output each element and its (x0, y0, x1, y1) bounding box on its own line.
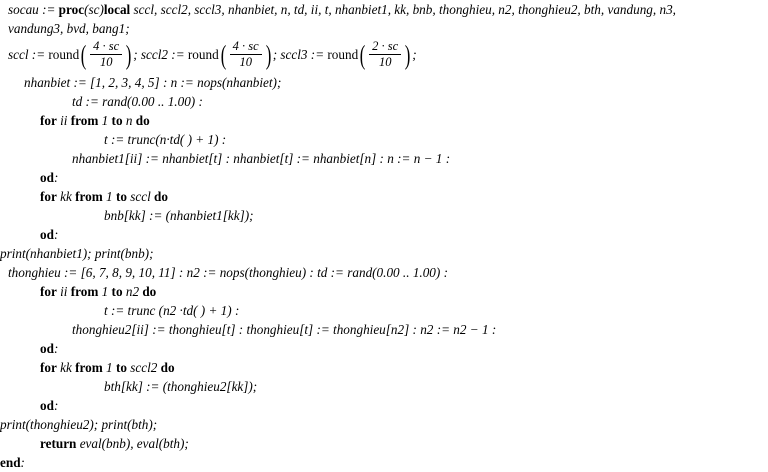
code-line-23 (0, 434, 768, 453)
loop-end-3: n2 (122, 283, 143, 299)
code-line-16 (0, 301, 768, 320)
print-thonghieu2-bth: print(thonghieu2); print(bth); (0, 416, 158, 432)
keyword-return: return (40, 435, 77, 451)
code-line-9 (0, 168, 768, 187)
keyword-to-4: to (115, 359, 127, 375)
keyword-local: local (103, 2, 131, 17)
fraction-1 (90, 40, 122, 69)
code-line-3: sccl := round( $\frac{4 \cdot sc}{10}$ ) ; sccl2 := round( $\frac{4 \cdot sc}{10}$ ) ; sccl3 := round( $\frac{2 \cdot sc}{10}$ ) ; (8, 39, 417, 70)
code-line-21 (0, 396, 768, 415)
td-rand-assignment: td := rand(0.00 .. 1.00) : (72, 93, 203, 109)
print-nhanbiet1-bnb: print(nhanbiet1); print(bnb); (0, 245, 154, 261)
code-line-1 (0, 0, 768, 19)
od-terminator-4: : (53, 397, 59, 413)
round-function-1: round (48, 47, 80, 62)
keyword-do-4: do (160, 359, 175, 375)
nhanbiet-list-assignment: nhanbiet := [1, 2, 3, 4, 5] : n := nops(nhanbiet); (24, 74, 282, 90)
bnb-assignment: bnb[kk] := (nhanbiet1[kk]); (104, 207, 254, 223)
code-line-24 (0, 453, 768, 472)
loop-start-3: 1 (98, 283, 112, 299)
return-expression: eval(bnb), eval(bth); (76, 435, 189, 451)
fraction-1-numerator: 4 · sc (90, 40, 122, 55)
keyword-od-3: od (40, 340, 54, 356)
local-variable-list-cont: vandung3, bvd, bang1; (8, 21, 130, 36)
keyword-for-1: for (40, 112, 57, 128)
fraction-2 (230, 40, 262, 69)
code-line-4 (0, 73, 768, 92)
keyword-for-4: for (40, 359, 57, 375)
proc-parameter: (sc) (84, 2, 104, 17)
keyword-to-3: to (111, 283, 123, 299)
code-line-14 (0, 263, 768, 282)
loop-var-kk-1: kk (56, 188, 76, 204)
keyword-do-2: do (154, 188, 168, 204)
code-line-20 (0, 377, 768, 396)
fraction-3 (369, 40, 401, 69)
thonghieu2-swap: thonghieu2[ii] := thonghieu[t] : thonghieu[t] := thonghieu[n2] : n2 := n2 − 1 : (72, 321, 497, 337)
keyword-proc: proc (58, 2, 85, 17)
code-line-22 (0, 415, 768, 434)
end-terminator: : (20, 454, 25, 470)
keyword-to-1: to (111, 112, 123, 128)
fraction-1-denominator: 10 (99, 55, 113, 70)
code-line-18 (0, 339, 768, 358)
code-line-8 (0, 149, 768, 168)
keyword-from-1: from (70, 112, 99, 128)
keyword-od-1: od (40, 169, 54, 185)
fraction-3-numerator: 2 · sc (369, 40, 401, 55)
sccl2-assignment: ; sccl2 := (133, 47, 188, 62)
loop-var-ii-1: ii (56, 112, 71, 128)
local-variable-list: sccl, sccl2, sccl3, nhanbiet, n, td, ii, t, nhanbiet1, kk, bnb, thonghieu, n2, thonghieu2, bth, vandung, n3, (130, 2, 676, 17)
fraction-2-denominator: 10 (239, 55, 252, 70)
sccl3-assignment: ; sccl3 := (272, 47, 328, 62)
sccl-assignment: sccl := (8, 47, 49, 62)
loop-start-2: 1 (102, 188, 116, 204)
line3-terminator: ; (412, 47, 417, 62)
keyword-from-4: from (75, 359, 103, 375)
t-trunc-assignment-2: t := trunc (n2 ·td( ) + 1) : (104, 302, 240, 318)
keyword-od-2: od (40, 226, 54, 242)
code-line-5 (0, 92, 768, 111)
loop-var-kk-2: kk (56, 359, 76, 375)
keyword-for-2: for (40, 188, 57, 204)
loop-end-1: n (122, 112, 136, 128)
keyword-to-2: to (115, 188, 127, 204)
code-line-17 (0, 320, 768, 339)
keyword-do-3: do (142, 283, 157, 299)
t-trunc-assignment-1: t := trunc(n·td( ) + 1) : (104, 131, 227, 147)
round-function-2: round (187, 47, 219, 62)
keyword-do-1: do (135, 112, 150, 128)
code-line-7 (0, 130, 768, 149)
proc-name-assignment: socau := (8, 2, 59, 17)
fraction-2-numerator: 4 · sc (230, 40, 262, 55)
loop-end-2: sccl (126, 188, 155, 204)
thonghieu-list-assignment: thonghieu := [6, 7, 8, 9, 10, 11] : n2 := nops(thonghieu) : td := rand(0.00 .. 1.00) : (8, 264, 448, 280)
nhanbiet1-swap: nhanbiet1[ii] := nhanbiet[t] : nhanbiet[t] := nhanbiet[n] : n := n − 1 : (72, 150, 451, 166)
fraction-3-denominator: 10 (378, 55, 392, 70)
keyword-od-4: od (40, 397, 54, 413)
code-line-6 (0, 111, 768, 130)
bth-assignment: bth[kk] := (thonghieu2[kk]); (104, 378, 258, 394)
keyword-for-3: for (40, 283, 57, 299)
loop-start-1: 1 (98, 112, 112, 128)
code-line-13 (0, 244, 768, 263)
od-terminator-2: : (53, 226, 59, 242)
loop-var-ii-2: ii (56, 283, 71, 299)
keyword-end: end (0, 454, 21, 470)
keyword-from-3: from (70, 283, 99, 299)
loop-start-4: 1 (102, 359, 116, 375)
round-function-3: round (327, 47, 359, 62)
code-line-15 (0, 282, 768, 301)
code-line-11 (0, 206, 768, 225)
code-line-2 (0, 19, 768, 38)
code-line-12 (0, 225, 768, 244)
od-terminator-3: : (53, 340, 59, 356)
loop-end-4: sccl2 (126, 359, 161, 375)
od-terminator-1: : (53, 169, 59, 185)
code-line-19 (0, 358, 768, 377)
code-line-10 (0, 187, 768, 206)
keyword-from-2: from (75, 188, 103, 204)
